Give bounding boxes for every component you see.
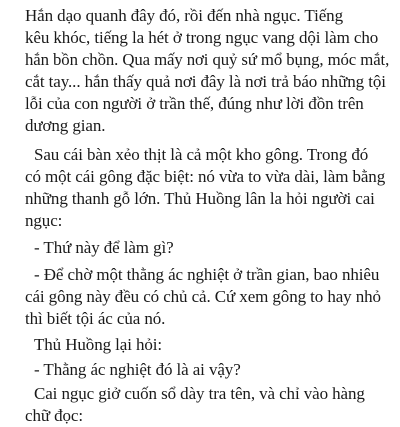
text-line: hắn bồn chồn. Qua mấy nơi quỷ sứ mổ bụng, móc mắt,: [25, 50, 390, 69]
text-line: cắt tay... hắn thấy quả nơi đây là nơi trả báo những tội: [25, 72, 386, 91]
text-line: Sau cái bàn xẻo thịt là cả một kho gông. Trong đó: [34, 145, 369, 164]
text-line: cái gông này đều có chủ cả. Cứ xem gông to hay nhỏ: [25, 287, 381, 306]
text-line: - Thằng ác nghiệt đó là ai vậy?: [34, 360, 241, 379]
text-line: Hắn dạo quanh đây đó, rồi đến nhà ngục. Tiếng: [25, 6, 343, 25]
text-line: Thủ Huồng lại hỏi:: [34, 335, 163, 354]
text-line: những thanh gỗ lớn. Thủ Huồng lân la hỏi người cai: [25, 189, 375, 208]
text-line: dương gian.: [25, 116, 106, 135]
text-line: ngục:: [25, 211, 63, 230]
text-line: - Để chờ một thằng ác nghiệt ở trần gian, bao nhiêu: [34, 265, 380, 284]
text-line: - Thứ này để làm gì?: [34, 238, 174, 257]
text-line: thì biết tội ác của nó.: [25, 309, 166, 328]
text-line: Cai ngục giở cuốn sổ dày tra tên, và chỉ vào hàng: [34, 384, 365, 403]
text-line: kêu khóc, tiếng la hét ở trong ngục vang dội làm cho: [25, 28, 379, 47]
text-line: có một cái gông đặc biệt: nó vừa to vừa dài, làm bằng: [25, 167, 386, 186]
text-line: lỗi của con người ở trần thế, đúng như lời đồn trên: [25, 94, 364, 113]
text-line: chữ đọc:: [25, 406, 83, 425]
